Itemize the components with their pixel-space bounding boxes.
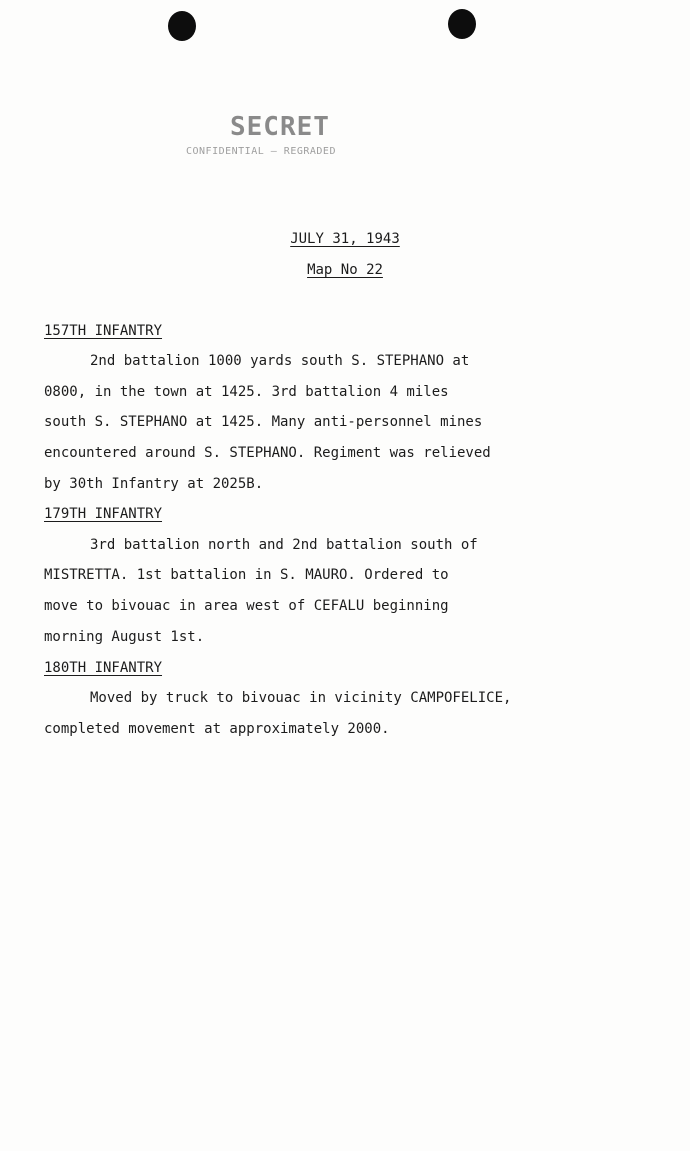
paragraph-line: move to bivouac in area west of CEFALU beginning xyxy=(44,598,449,614)
stamp-sub-text: CONFIDENTIAL — REGRADED xyxy=(186,146,336,157)
paragraph-line: 0800, in the town at 1425. 3rd battalion 4 miles xyxy=(44,384,449,400)
paragraph-line: Moved by truck to bivouac in vicinity CAMPOFELICE, xyxy=(90,690,512,706)
classification-stamp xyxy=(178,112,388,172)
paragraph-line: encountered around S. STEPHANO. Regiment was relieved xyxy=(44,445,491,461)
paragraph-line: morning August 1st. xyxy=(44,629,205,645)
section-heading-180th: 180TH INFANTRY xyxy=(44,660,163,676)
paragraph-line: 2nd battalion 1000 yards south S. STEPHANO at xyxy=(90,353,470,369)
document-date xyxy=(0,231,690,247)
section-heading-157th: 157TH INFANTRY xyxy=(44,323,163,339)
section-heading-179th: 179TH INFANTRY xyxy=(44,506,163,522)
map-number-text: Map No 22 xyxy=(307,262,383,278)
stamp-main-text: SECRET xyxy=(230,112,330,142)
punch-hole-right xyxy=(448,9,476,39)
date-text: JULY 31, 1943 xyxy=(290,231,400,247)
map-number xyxy=(0,262,690,278)
punch-hole-left xyxy=(168,11,196,41)
paragraph-line: MISTRETTA. 1st battalion in S. MAURO. Ordered to xyxy=(44,567,449,583)
paragraph-line: south S. STEPHANO at 1425. Many anti-personnel mines xyxy=(44,414,483,430)
paragraph-line: 3rd battalion north and 2nd battalion south of xyxy=(90,537,478,553)
paragraph-line: completed movement at approximately 2000. xyxy=(44,721,390,737)
paragraph-line: by 30th Infantry at 2025B. xyxy=(44,476,264,492)
